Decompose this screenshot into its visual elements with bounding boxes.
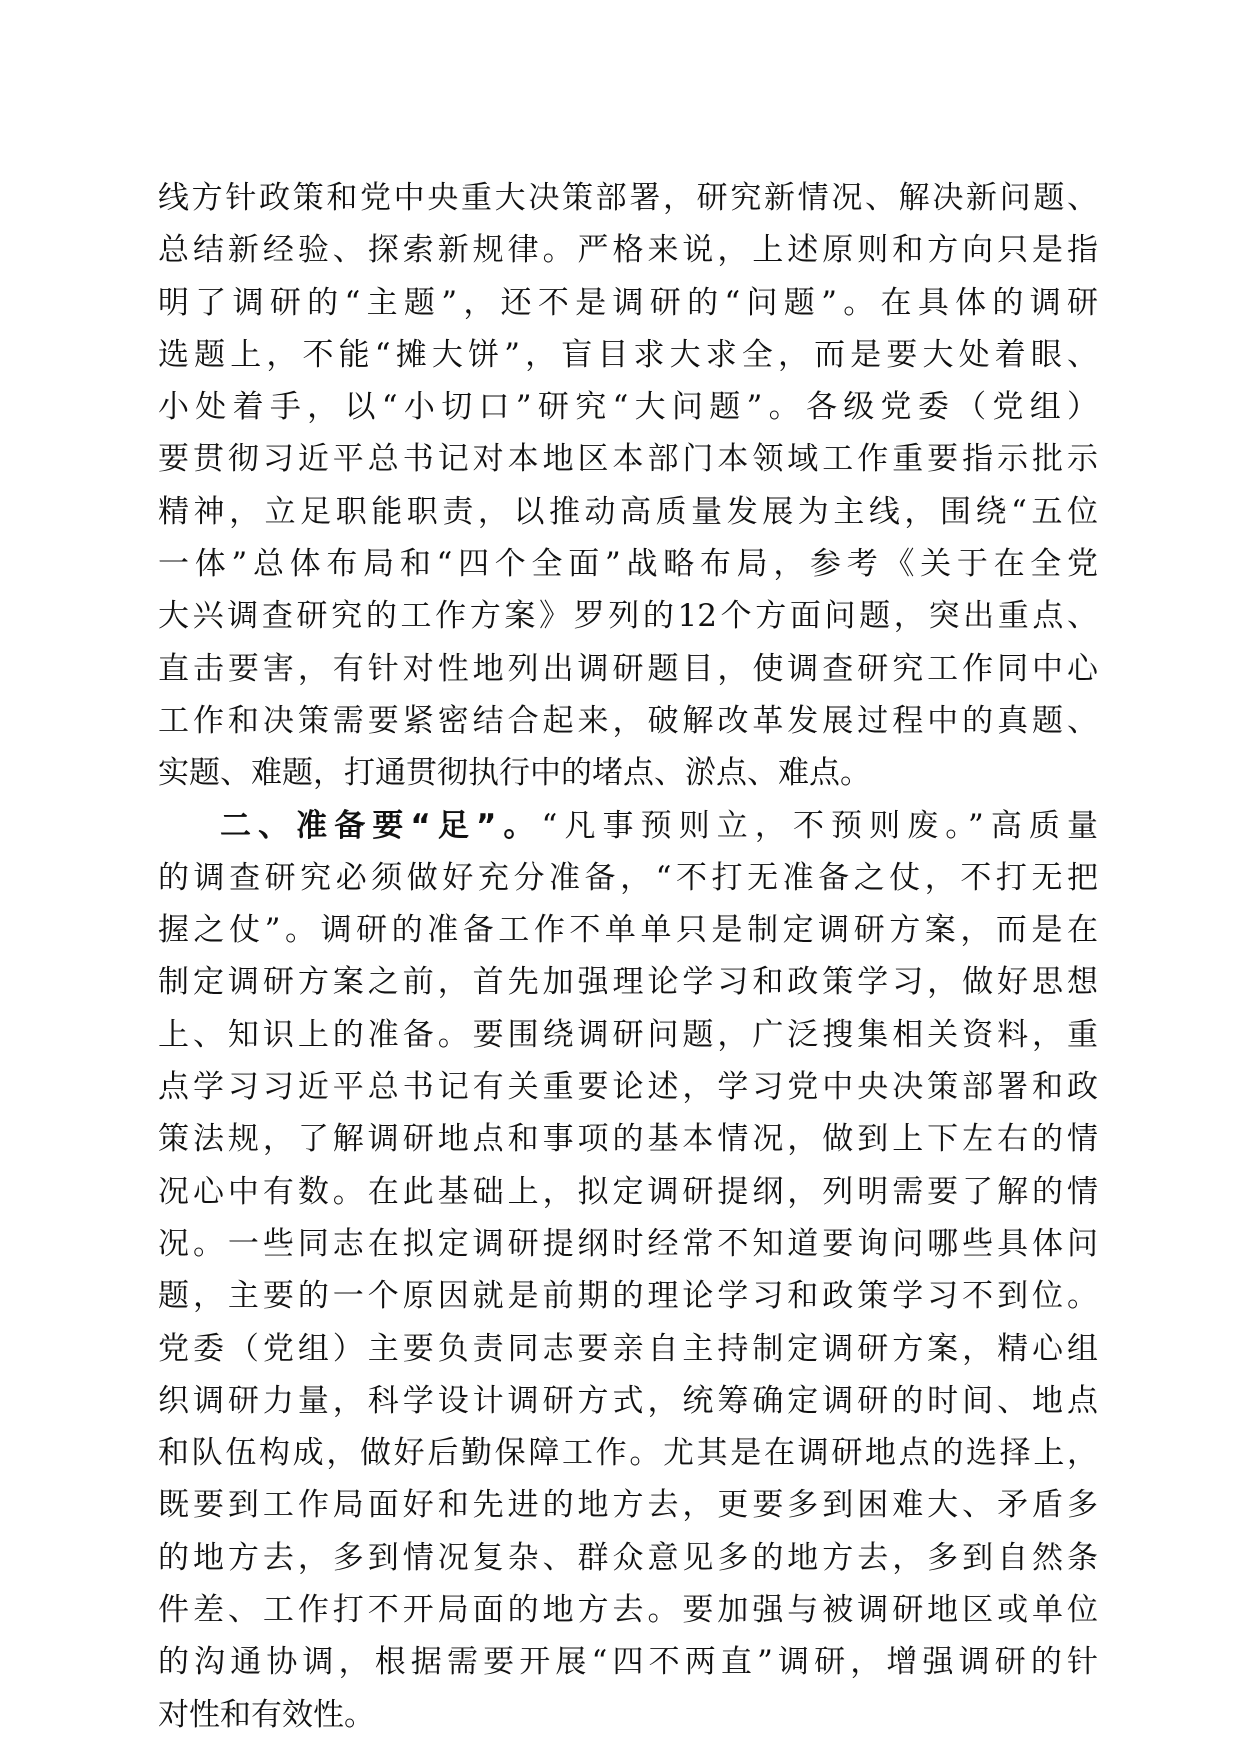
text-line: 大兴调查研究的工作方案》罗列的12个方面问题，突出重点、 [158, 598, 1098, 635]
text-line: 既要到工作局面好和先进的地方去，更要多到困难大、矛盾多 [158, 1487, 1098, 1524]
text-line: 上、知识上的准备。要围绕调研问题，广泛搜集相关资料，重 [158, 1016, 1098, 1053]
text-line: 一体”总体布局和“四个全面”战略布局，参考《关于在全党 [158, 546, 1098, 583]
text-line: 和队伍构成，做好后勤保障工作。尤其是在调研地点的选择上， [158, 1435, 1098, 1472]
text-line: 明了调研的“主题”，还不是调研的“问题”。在具体的调研 [158, 284, 1098, 321]
text-line: 策法规，了解调研地点和事项的基本情况，做到上下左右的情 [158, 1121, 1098, 1158]
text-line: 小处着手，以“小切口”研究“大问题”。各级党委（党组） [158, 389, 1098, 426]
text-line: 制定调研方案之前，首先加强理论学习和政策学习，做好思想 [158, 964, 1098, 1001]
text-line: 件差、工作打不开局面的地方去。要加强与被调研地区或单位 [158, 1592, 1098, 1629]
text-line: 况心中有数。在此基础上，拟定调研提纲，列明需要了解的情 [158, 1173, 1098, 1210]
section-heading-line [158, 800, 1098, 852]
paragraph-scope [158, 172, 1098, 800]
text-line: 选题上，不能“摊大饼”，盲目求大求全，而是要大处着眼、 [158, 336, 1098, 373]
paragraph-preparation [158, 800, 1098, 1741]
text-line: 工作和决策需要紧密结合起来，破解改革发展过程中的真题、 [158, 702, 1098, 739]
text-line: 握之仗”。调研的准备工作不单单只是制定调研方案，而是在 [158, 912, 1098, 949]
text-line: 精神，立足职能职责，以推动高质量发展为主线，围绕“五位 [158, 493, 1098, 530]
text-line: 党委（党组）主要负责同志要亲自主持制定调研方案，精心组 [158, 1330, 1098, 1367]
text-line: 线方针政策和党中央重大决策部署，研究新情况、解决新问题、 [158, 180, 1098, 216]
heading-line-text: “凡事预则立，不预则废。”高质量 [541, 807, 1098, 844]
text-line: 的沟通协调，根据需要开展“四不两直”调研，增强调研的针 [158, 1644, 1098, 1681]
document-body [158, 172, 1098, 1741]
text-line: 织调研力量，科学设计调研方式，统筹确定调研的时间、地点 [158, 1382, 1098, 1419]
text-line: 题，主要的一个原因就是前期的理论学习和政策学习不到位。 [158, 1278, 1098, 1315]
section-heading: 二、准备要“足”。 [220, 807, 542, 844]
text-line: 对性和有效性。 [158, 1696, 375, 1733]
text-line: 要贯彻习近平总书记对本地区本部门本领域工作重要指示批示 [158, 441, 1098, 478]
text-line: 总结新经验、探索新规律。严格来说，上述原则和方向只是指 [158, 232, 1098, 269]
text-line: 的地方去，多到情况复杂、群众意见多的地方去，多到自然条 [158, 1539, 1098, 1576]
text-line: 点学习习近平总书记有关重要论述，学习党中央决策部署和政 [158, 1069, 1098, 1106]
text-line: 况。一些同志在拟定调研提纲时经常不知道要询问哪些具体问 [158, 1225, 1098, 1262]
text-line: 的调查研究必须做好充分准备，“不打无准备之仗，不打无把 [158, 859, 1098, 896]
text-line: 实题、难题，打通贯彻执行中的堵点、淤点、难点。 [158, 755, 871, 792]
text-line: 直击要害，有针对性地列出调研题目，使调查研究工作同中心 [158, 650, 1098, 687]
